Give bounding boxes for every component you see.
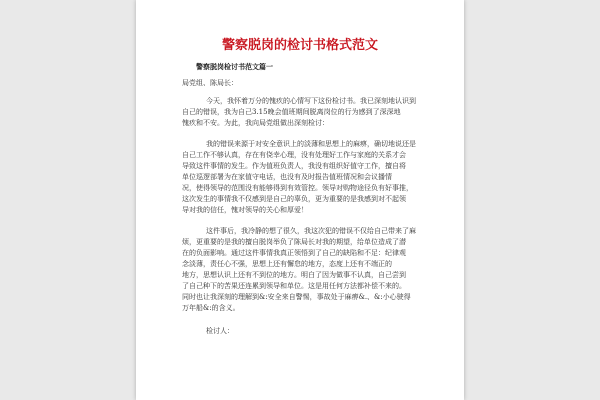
paragraph-1-line: 愧疚和不安。为此，我向局党组做出深刻检讨： <box>182 119 329 127</box>
paragraph-3-line: 了自己种下的苦果还连累到领导和单位。这是用任何方法都补偿不来的。 <box>182 282 406 290</box>
signature: 检讨人： <box>206 327 234 335</box>
paragraph-3-line: 烦，更重要的是我的擅自脱岗举负了陈局长对我的期望，给单位造成了潜 <box>182 238 406 246</box>
paragraph-2-line: 况，使得领导的范围没有能够得到有效管控。领导对购物途径负有好事推， <box>182 184 413 192</box>
paragraph-3-line: 念淡薄，责任心不强，思想上还有懈怠的地方，态度上还有不端正的 <box>182 260 392 268</box>
paragraph-2-line: 单位巡逻部署为在家值守电话，也没有及时报告值班情况和会议播情 <box>182 173 392 181</box>
salutation: 局党组、陈局长： <box>182 79 238 87</box>
paragraph-2-line: 这次发生的事情我不仅感到是自己的辜负，更为重要的是我感到对不起领 <box>182 195 406 203</box>
paragraph-3-line: 同时也让我深刻的理解到&:安全来自警惕，事故处于麻痹&.、&:小心驶得 <box>182 293 411 301</box>
paragraph-1-line: 自己的错误，我为自己3.15晚会值班期间脱离岗位的行为感到了深深地 <box>182 108 401 116</box>
document-page <box>136 0 464 400</box>
document-subtitle: 警察脱岗检讨书范文篇一 <box>196 62 273 71</box>
paragraph-3-line: 在的负面影响。通过这件事情我真正领悟到了自己的缺陷和不足：纪律观 <box>182 249 406 257</box>
paragraph-2-line: 我的错误来源于对安全意识上的淡薄和思想上的麻痹，确切地说还是 <box>206 140 416 148</box>
paragraph-3-line: 这件事后，我冷静的想了很久，我这次犯的错误不仅给自己带来了麻 <box>206 227 416 235</box>
paragraph-2-line: 导对我的信任，愧对领导的关心和厚爱！ <box>182 206 308 214</box>
paragraph-1-line: 今天，我怀着万分的愧疚的心情写下这份检讨书。我已深刻地认识到 <box>206 97 416 105</box>
paragraph-2-line: 自己工作不够认真，存在有侥幸心理，没有处理好工作与家庭的关系才会 <box>182 151 406 159</box>
document-title: 警察脱岗的检讨书格式范文 <box>221 38 378 53</box>
paragraph-3-line: 万年船&:的含义。 <box>182 304 240 312</box>
paragraph-2-line: 导致这件事情的发生。作为值班负责人，我没有组织好值守工作，擅自将 <box>182 162 406 170</box>
paragraph-3-line: 地方，思想认识上还有不到位的地方。明白了因为做事不认真，自己尝到 <box>182 271 406 279</box>
